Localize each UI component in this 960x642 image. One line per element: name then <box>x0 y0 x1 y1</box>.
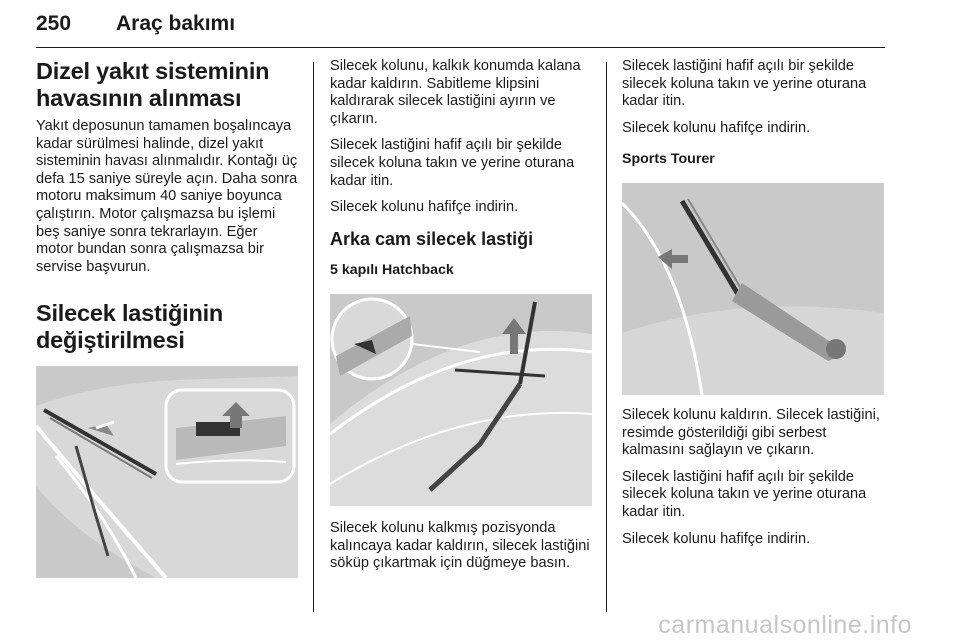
header-rule <box>36 47 885 48</box>
diesel-bleeding-text: Yakıt deposunun tamamen boşalıncaya kadar sürülmesi halinde, dizel yakıt sisteminin havası alınmalıdır. Kontağı üç defa 15 saniye süreyle açın. Daha sonra motoru maksimum 40 saniye boyunca çalıştırın. Motor çalışmazsa bu işlemi beş saniye sonra tekrarlayın. Eğer motor bundan sonra çalışmazsa bir servise başvurun. <box>36 118 298 275</box>
column-divider-1 <box>313 62 314 612</box>
press-button-text: Silecek kolunu kalkmış pozisyonda kalıncaya kadar kaldırın, silecek lastiğini söküp çıkartmak için düğmeye basın. <box>330 519 590 572</box>
page-number: 250 <box>36 12 72 35</box>
diesel-bleeding-heading: Dizel yakıt sisteminin havasının alınması <box>36 58 270 111</box>
install-blade-text-3: Silecek lastiğini hafif açılı bir şekilde silecek koluna takın ve yerine oturana kadar itin. <box>622 468 867 520</box>
watermark: carmanualsonline.info <box>658 611 912 639</box>
lower-wiper-text-3: Silecek kolunu hafifçe indirin. <box>622 530 811 547</box>
column-3 <box>622 58 886 557</box>
sports-tourer-subheading: Sports Tourer <box>622 151 715 168</box>
install-blade-text: Silecek lastiğini hafif açılı bir şekilde silecek koluna takın ve yerine oturana kadar itin. <box>330 137 575 189</box>
column-divider-2 <box>606 62 607 612</box>
lower-wiper-text: Silecek kolunu hafifçe indirin. <box>330 199 519 216</box>
column-2 <box>330 58 594 582</box>
release-blade-text: Silecek kolunu kaldırın. Silecek lastiğini, resimde gösterildiği gibi serbest kalmasını sağlayın ve çıkarın. <box>622 406 880 459</box>
column-1 <box>36 58 298 578</box>
hatchback-rear-wiper-figure <box>330 294 592 506</box>
rear-wiper-heading: Arka cam silecek lastiği <box>330 228 534 249</box>
raise-wiper-text: Silecek kolunu, kalkık konumda kalana kadar kaldırın. Sabitleme klipsini kaldırarak silecek lastiğini ayırın ve çıkarın. <box>330 58 581 127</box>
page-header <box>36 12 886 48</box>
lower-wiper-text-2: Silecek kolunu hafifçe indirin. <box>622 119 811 136</box>
wiper-blade-replacement-heading: Silecek lastiğinin değiştirilmesi <box>36 300 224 354</box>
install-blade-text-2: Silecek lastiğini hafif açılı bir şekilde silecek koluna takın ve yerine oturana kadar itin. <box>622 58 867 110</box>
sports-tourer-rear-wiper-figure <box>622 183 884 395</box>
section-title: Araç bakımı <box>116 12 236 35</box>
windshield-wiper-figure <box>36 366 298 578</box>
hatchback-subheading: 5 kapılı Hatchback <box>330 262 454 279</box>
